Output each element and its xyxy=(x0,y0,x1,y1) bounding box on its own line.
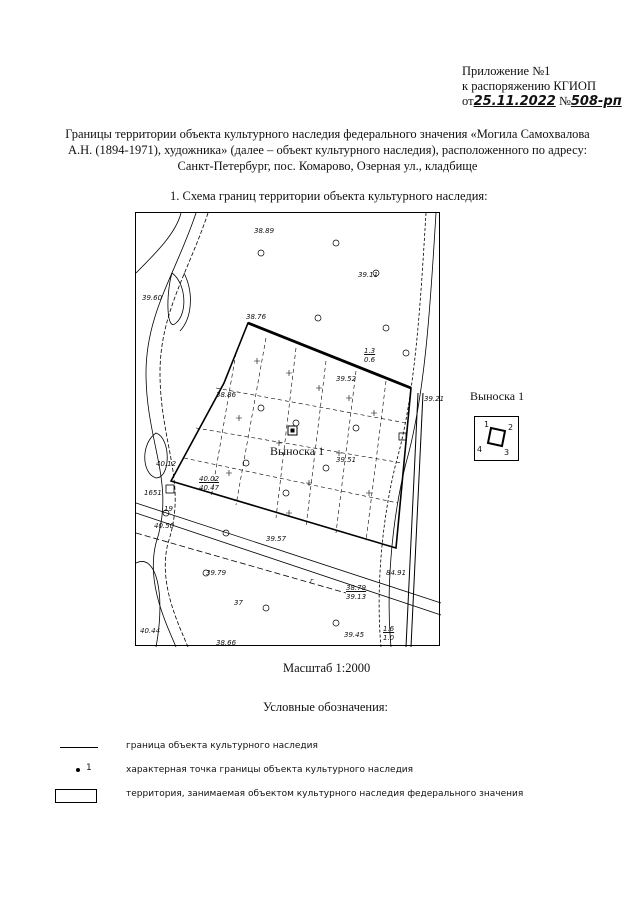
annex-header xyxy=(462,64,622,109)
fraction-top: 1.6 xyxy=(383,625,395,633)
height-label: 40.44 xyxy=(140,627,161,635)
fraction-top: 1.3 xyxy=(364,347,376,355)
annex-line1: Приложение №1 xyxy=(462,64,551,78)
title-line1: Границы территории объекта культурного наследия федерального значения «Могила Самохвалова xyxy=(65,127,590,141)
height-label: 38.76 xyxy=(246,313,267,321)
fraction-bottom: 0.6 xyxy=(364,356,376,364)
height-label: 38.79 xyxy=(346,584,367,592)
height-label: 39.13 xyxy=(346,593,367,601)
legend-title: Условные обозначения: xyxy=(263,700,389,714)
map-letter: г xyxy=(310,577,314,585)
fraction-bottom: 1.0 xyxy=(383,634,395,642)
height-label: 40.50 xyxy=(154,522,175,530)
height-label: 39.79 xyxy=(206,569,227,577)
legend-boundary-line xyxy=(60,747,98,748)
callout-label: Выноска 1 xyxy=(470,389,525,403)
height-label: 40.47 xyxy=(199,484,220,492)
height-label: 39.11 xyxy=(358,271,379,279)
height-label: 39.52 xyxy=(336,375,357,383)
title-line3: Санкт-Петербург, пос. Комарово, Озерная ул., кладбище xyxy=(177,159,478,173)
annex-line2: к распоряжению КГИОП xyxy=(462,79,596,93)
callout-box xyxy=(474,416,519,461)
height-label: 84.91 xyxy=(386,569,407,577)
map-scale: Масштаб 1:2000 xyxy=(283,661,371,675)
height-label: 39.57 xyxy=(266,535,287,543)
document-title xyxy=(40,126,615,174)
boundary-map xyxy=(135,212,445,647)
callout-point-4: 4 xyxy=(477,445,483,454)
title-line2: А.Н. (1894-1971), художника» (далее – объект культурного наследия), расположенного по адресу: xyxy=(67,143,588,157)
map-drawing xyxy=(136,213,441,647)
annex-date: 25.11.2022 xyxy=(473,94,556,109)
annex-prefix: от xyxy=(462,94,474,108)
legend-item-boundary: граница объекта культурного наследия xyxy=(126,741,318,751)
annex-number-sign: № xyxy=(558,94,571,108)
legend-territory-box xyxy=(55,789,97,803)
height-label: 39.51 xyxy=(336,456,357,464)
height-label: 38.86 xyxy=(216,391,237,399)
annex-number: 508-рп xyxy=(570,94,622,109)
annex-line3 xyxy=(462,94,622,109)
callout-point-2: 2 xyxy=(508,423,514,432)
legend-item-point: характерная точка границы объекта культурного наследия xyxy=(126,765,414,775)
legend-point-dot xyxy=(76,768,80,772)
height-label: 39.21 xyxy=(424,395,445,403)
plot-number: 19 xyxy=(164,505,173,513)
callout-point-1: 1 xyxy=(484,420,490,429)
legend-point-number: 1 xyxy=(86,763,92,773)
height-label: 39.60 xyxy=(142,294,163,302)
plot-number: 1651 xyxy=(144,489,162,497)
legend-item-territory: территория, занимаемая объектом культурного наследия федерального значения xyxy=(126,789,524,799)
height-label: 40.02 xyxy=(199,475,220,483)
plot-number: 37 xyxy=(234,599,243,607)
height-label: 38.66 xyxy=(216,639,237,647)
callout-reference: Выноска 1 xyxy=(270,444,325,458)
height-label: 40.12 xyxy=(156,460,177,468)
height-label: 39.45 xyxy=(344,631,365,639)
height-label: 38.89 xyxy=(254,227,275,235)
section-heading: 1. Схема границ территории объекта культурного наследия: xyxy=(170,189,488,203)
callout-point-3: 3 xyxy=(504,448,510,457)
